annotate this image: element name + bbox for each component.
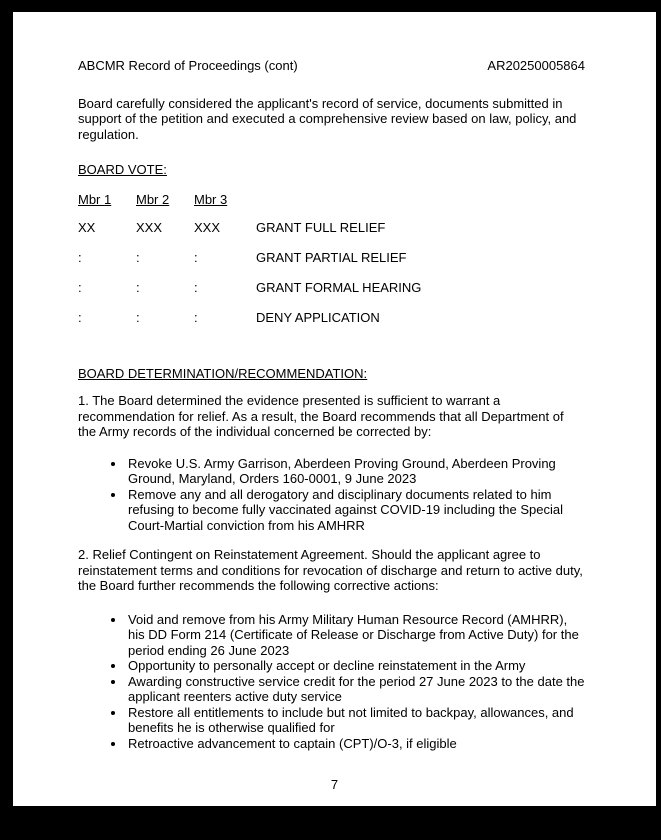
vote-row-grant-formal-hearing (78, 280, 421, 310)
vote-cell: : (136, 279, 140, 295)
vote-col-header-blank (256, 192, 421, 220)
vote-option-label: GRANT FORMAL HEARING (256, 279, 422, 295)
document-number: AR20250005864 (487, 58, 585, 73)
page-number: 7 (330, 777, 339, 792)
vote-cell: : (136, 249, 140, 265)
bullet-item: • Retroactive advancement to captain (CPT)/O-3, if eligible (126, 736, 585, 752)
vote-col-header-mbr3: Mbr 3 (194, 191, 228, 207)
vote-cell: XXX (136, 219, 163, 235)
board-vote-heading: BOARD VOTE: (78, 162, 167, 177)
bullet-item: • Void and remove from his Army Military Human Resource Record (AMHRR), his DD Form 214 (Certificate of Release or Discharge from Active Duty) for the period ending 26 June 2023 (126, 612, 585, 659)
document-content (13, 12, 656, 751)
determination-bullet-list-2 (78, 612, 585, 752)
vote-cell: : (78, 249, 82, 265)
vote-header-row (78, 192, 421, 220)
vote-cell: : (78, 309, 82, 325)
vote-cell: : (194, 249, 198, 265)
determination-paragraph-1: 1. The Board determined the evidence presented is sufficient to warrant a recommendation for relief. As a result, the Board recommends that all Department of the Army records of the individual concerned be corrected by: (78, 393, 564, 439)
vote-cell: : (78, 279, 82, 295)
board-vote-table (78, 192, 421, 340)
document-page (13, 12, 656, 806)
header-title: ABCMR Record of Proceedings (cont) (78, 58, 298, 73)
bullet-item: • Remove any and all derogatory and disciplinary documents related to him refusing to become fully vaccinated against COVID-19 including the Special Court-Martial conviction from his AMHRR (126, 487, 585, 534)
vote-cell: XXX (194, 219, 221, 235)
vote-row-grant-partial-relief (78, 250, 421, 280)
board-determination-heading: BOARD DETERMINATION/RECOMMENDATION: (78, 365, 368, 381)
bullet-item: • Opportunity to personally accept or decline reinstatement in the Army (126, 658, 585, 674)
vote-row-grant-full-relief (78, 220, 421, 250)
bullet-item: • Revoke U.S. Army Garrison, Aberdeen Proving Ground, Aberdeen Proving Ground, Maryland, Orders 160-0001, 9 June 2023 (126, 456, 585, 487)
vote-col-header-mbr1: Mbr 1 (78, 191, 112, 207)
vote-option-label: DENY APPLICATION (256, 309, 380, 325)
vote-col-header-mbr2: Mbr 2 (136, 191, 170, 207)
vote-cell: XX (78, 219, 96, 235)
determination-paragraph-2: 2. Relief Contingent on Reinstatement Agreement. Should the applicant agree to reinstatement terms and conditions for revocation of discharge and return to active duty, the Board further recommends the following corrective actions: (78, 547, 583, 593)
bullet-item: • Awarding constructive service credit for the period 27 June 2023 to the date the applicant reenters active duty service (126, 674, 585, 705)
intro-paragraph: Board carefully considered the applicant's record of service, documents submitted in support of the petition and executed a comprehensive review based on law, policy, and regulation. (78, 95, 577, 142)
vote-cell: : (194, 309, 198, 325)
vote-option-label: GRANT PARTIAL RELIEF (256, 249, 407, 265)
determination-bullet-list-1 (78, 456, 585, 534)
document-header (78, 58, 585, 74)
vote-row-deny-application (78, 310, 421, 340)
vote-option-label: GRANT FULL RELIEF (256, 219, 386, 235)
vote-cell: : (136, 309, 140, 325)
vote-cell: : (194, 279, 198, 295)
bullet-item: • Restore all entitlements to include but not limited to backpay, allowances, and benefits he is otherwise qualified for (126, 705, 585, 736)
